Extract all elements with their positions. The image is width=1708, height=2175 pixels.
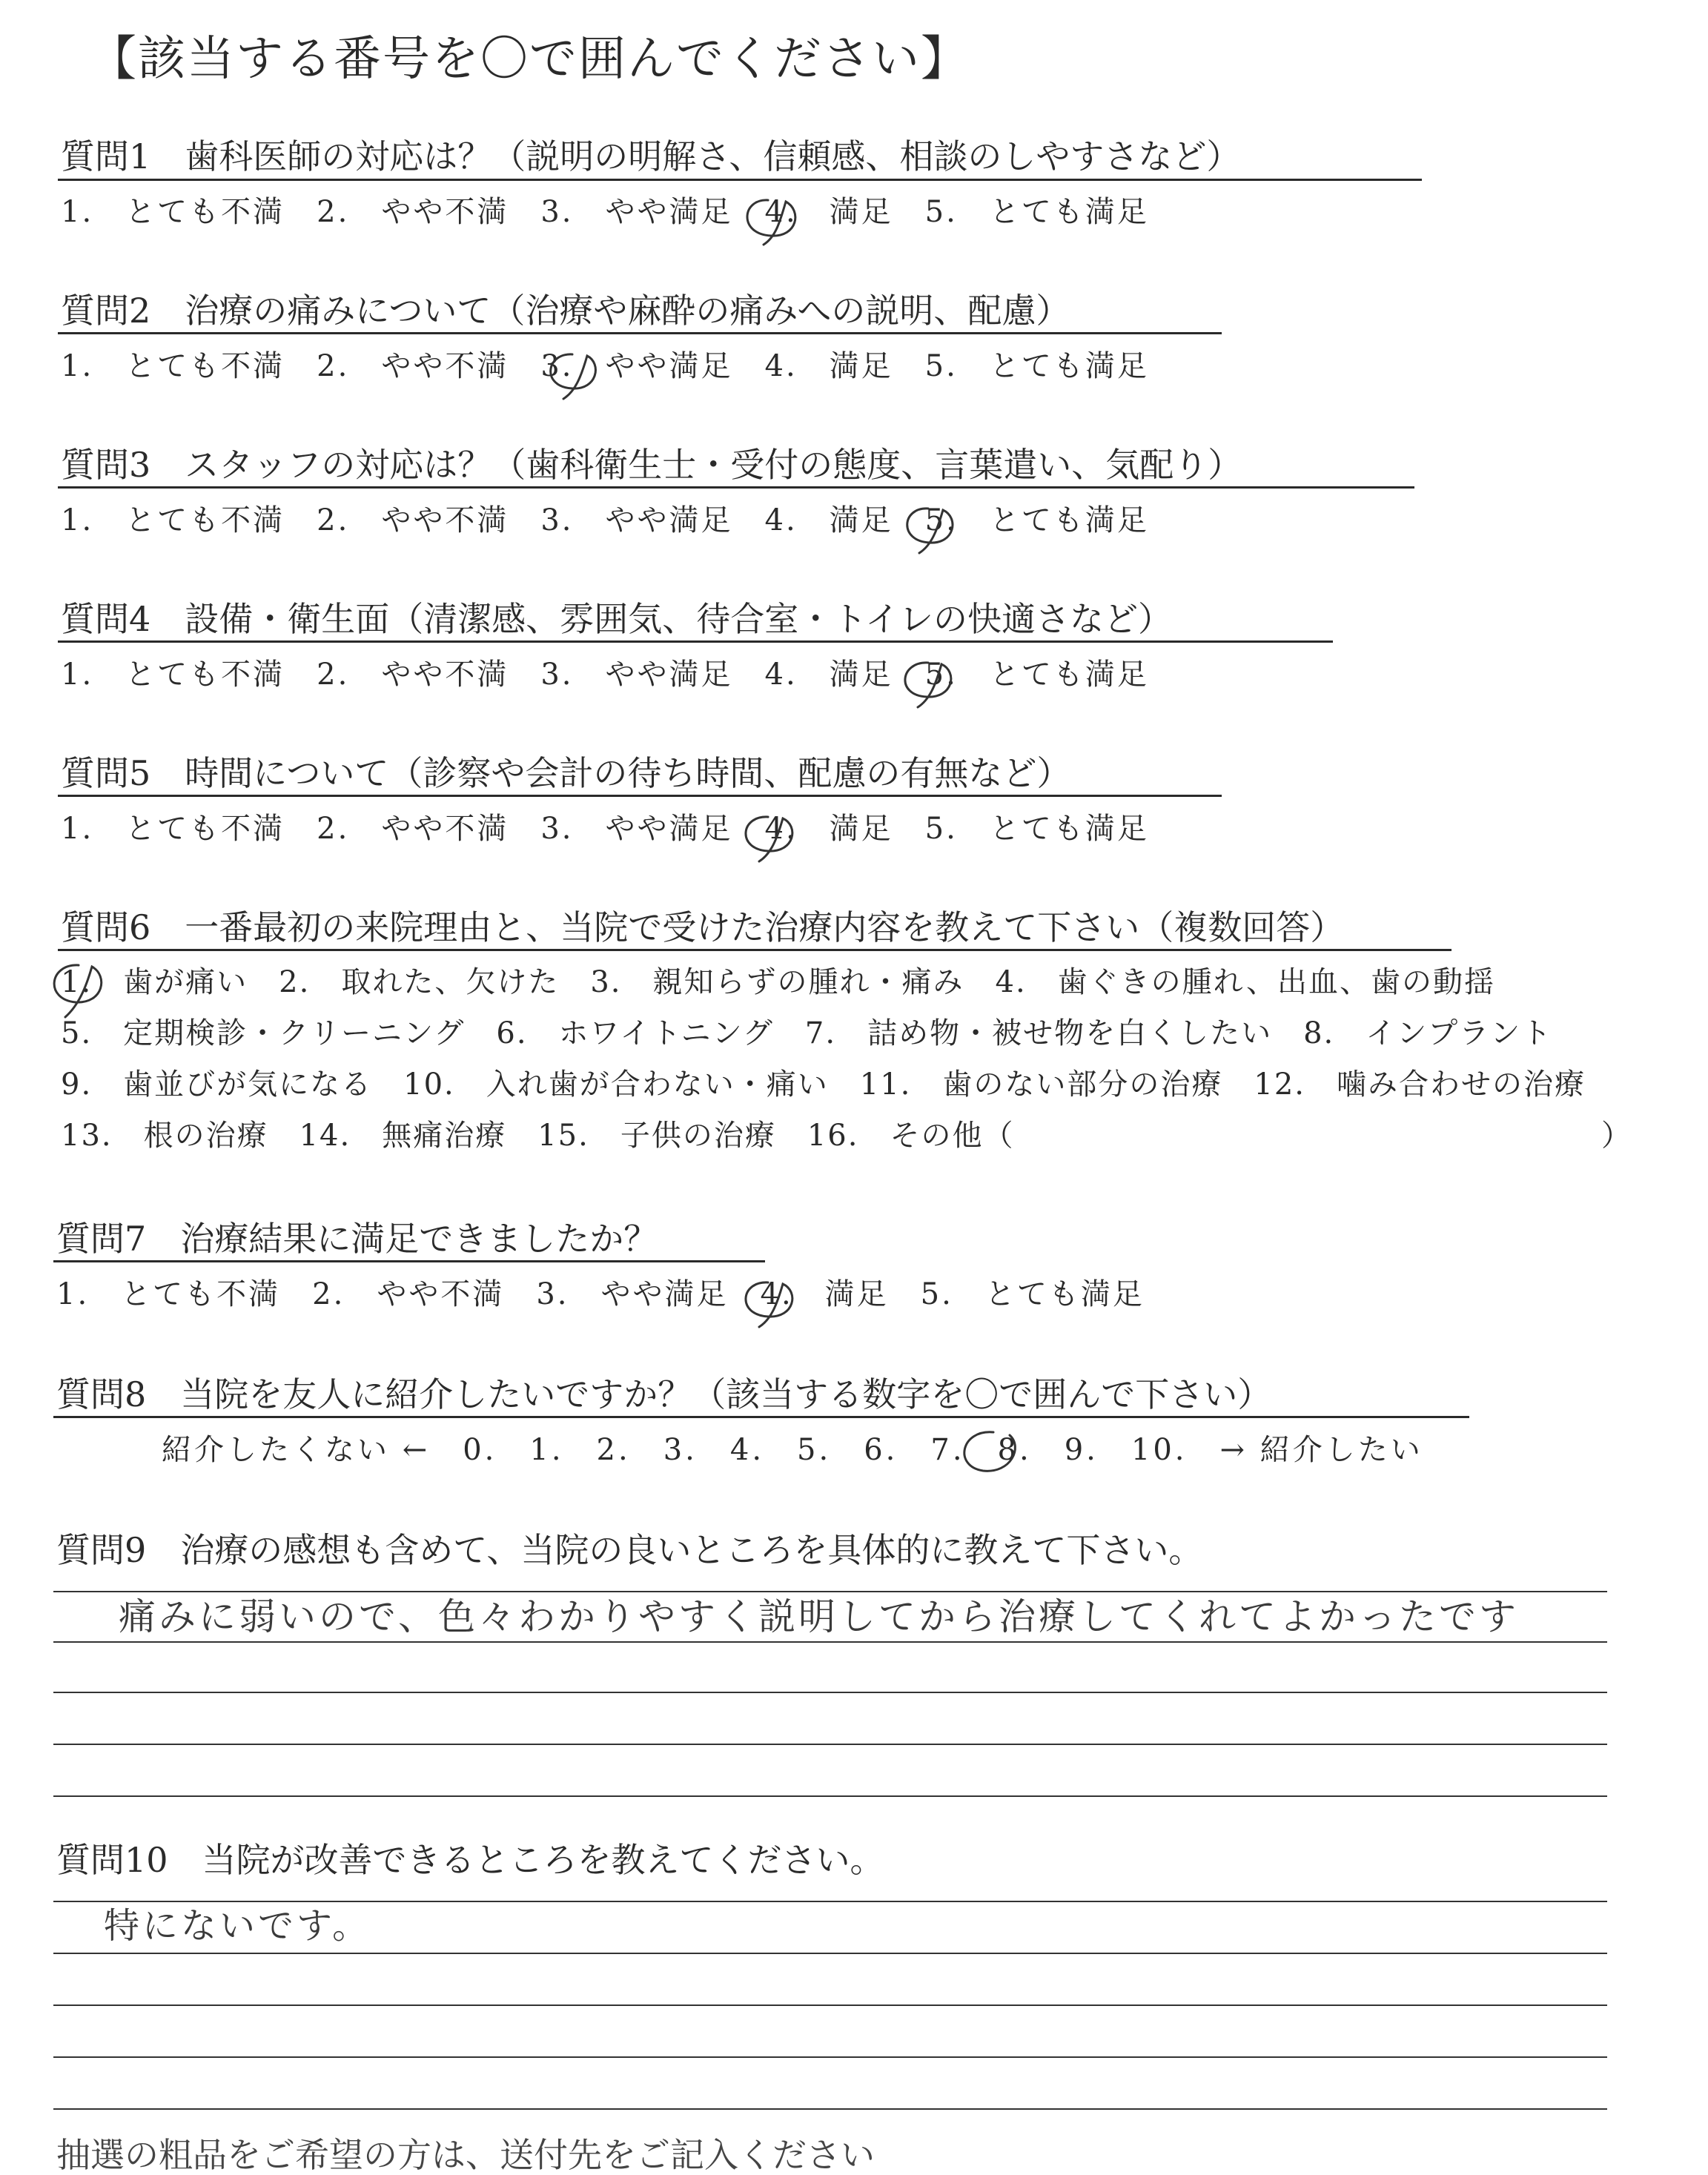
footer-note-partial: 抽選の粗品をご希望の方は、送付先をご記入ください [56,2135,875,2175]
q6-options-line1[interactable]: 1. 歯が痛い 2. 取れた、欠けた 3. 親知らずの腫れ・痛み 4. 歯ぐきの腫れ、出血、歯の動揺 [61,965,1496,999]
q1-options[interactable]: 1. とても不満 2. やや不満 3. やや満足 4. 満足 5. とても満足 [61,195,1149,229]
q1-circle-mark [747,200,795,245]
q3-heading: 質問3 スタッフの対応は？（歯科衛生士・受付の態度、言葉遣い、気配り） [61,445,1242,485]
q3-options[interactable]: 1. とても不満 2. やや不満 3. やや満足 4. 満足 5. とても満足 [61,503,1149,537]
q9-handwritten-answer[interactable]: 痛みに弱いので、色々わかりやすく説明してから治療してくれてよかったです [119,1595,1519,1638]
q7-options[interactable]: 1. とても不満 2. やや不満 3. やや満足 4. 満足 5. とても満足 [56,1277,1145,1311]
q5-heading: 質問5 時間について（診察や会計の待ち時間、配慮の有無など） [61,753,1071,793]
q9-heading: 質問9 治療の感想も含めて、当院の良いところを具体的に教えて下さい。 [56,1530,1203,1570]
q7-circle-mark [746,1282,792,1327]
q6-options-line2[interactable]: 5. 定期検診・クリーニング 6. ホワイトニング 7. 詰め物・被せ物を白くしたい 8. インプラント [61,1016,1553,1050]
q6-options-line3[interactable]: 9. 歯並びが気になる 10. 入れ歯が合わない・痛い 11. 歯のない部分の治療 12. 噛み合わせの治療 [61,1067,1586,1102]
q8-scale[interactable]: 紹介したくない ← 0. 1. 2. 3. 4. 5. 6. 7. 8. 9. 10. → 紹介したい [162,1433,1423,1467]
q4-options[interactable]: 1. とても不満 2. やや不満 3. やや満足 4. 満足 5. とても満足 [61,658,1149,692]
q8-circle-mark [964,1432,1016,1471]
page-title: 【該当する番号を〇で囲んでください】 [89,32,970,87]
q6-other-close-paren: ） [1601,1119,1632,1153]
q10-heading: 質問10 当院が改善できるところを教えてください。 [56,1840,884,1880]
q6-heading: 質問6 一番最初の来院理由と、当院で受けた治療内容を教えて下さい（複数回答） [61,907,1345,947]
q8-heading: 質問8 当院を友人に紹介したいですか？（該当する数字を〇で囲んで下さい） [56,1374,1272,1414]
q6-options-line4[interactable]: 13. 根の治療 14. 無痛治療 15. 子供の治療 16. その他（ [61,1119,1015,1153]
q4-heading: 質問4 設備・衛生面（清潔感、雰囲気、待合室・トイレの快適さなど） [61,599,1172,639]
q2-circle-mark [551,354,596,399]
q3-circle-mark [907,509,953,553]
q10-handwritten-answer[interactable]: 特にないです。 [104,1905,371,1947]
q2-options[interactable]: 1. とても不満 2. やや不満 3. やや満足 4. 満足 5. とても満足 [61,349,1149,383]
q4-circle-mark [905,663,951,707]
q6-circle-mark [54,965,102,1017]
q1-heading: 質問1 歯科医師の対応は？（説明の明解さ、信頼感、相談のしやすさなど） [61,136,1241,176]
q2-heading: 質問2 治療の痛みについて（治療や麻酔の痛みへの説明、配慮） [61,291,1070,331]
q5-circle-mark [746,817,792,861]
q7-heading: 質問7 治療結果に満足できましたか？ [56,1219,658,1259]
q5-options[interactable]: 1. とても不満 2. やや不満 3. やや満足 4. 満足 5. とても満足 [61,812,1149,846]
